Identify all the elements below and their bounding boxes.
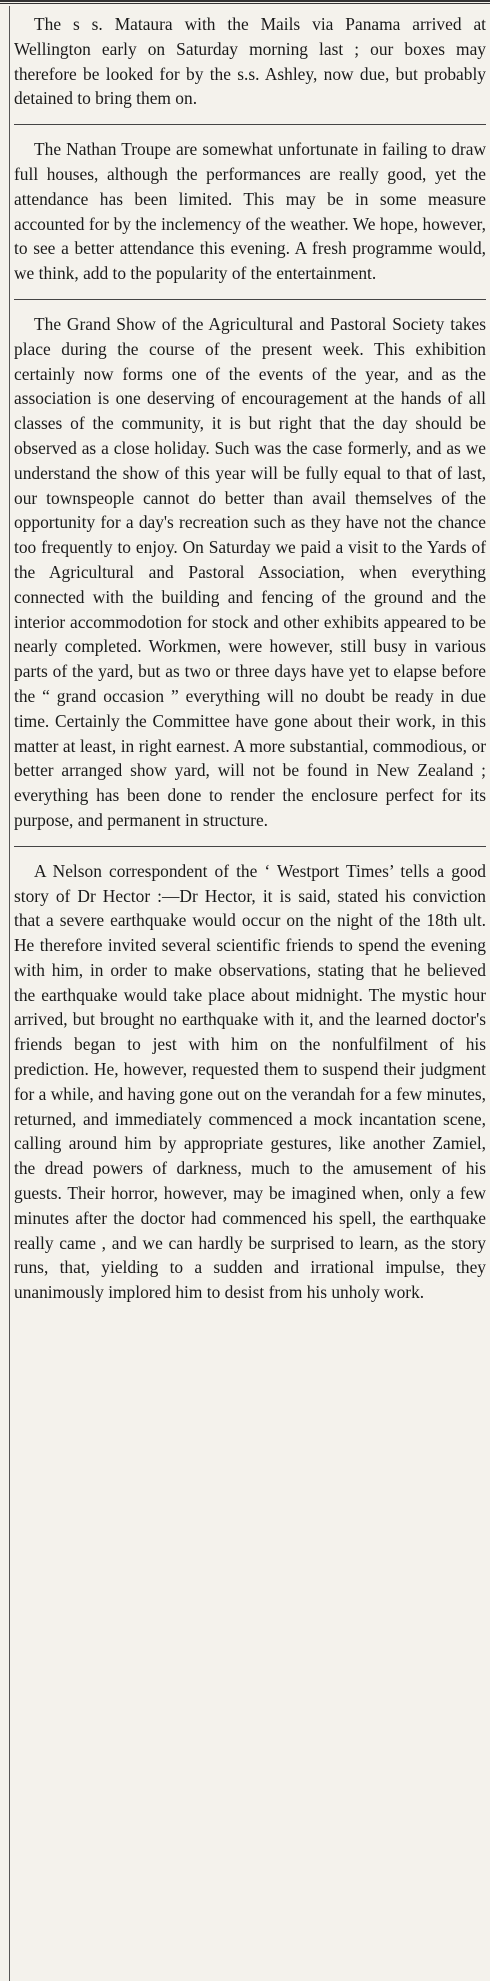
article-mail-arrival [14, 12, 486, 111]
news-column [14, 12, 486, 1305]
article-separator [14, 299, 486, 300]
article-text: The Nathan Troupe are somewhat unfortunate in failing to draw full houses, although the performances are really good, yet the attendance has been limited. This may be in some measure accounted for by the inclemency of the weather. We hope, however, to see a better attendance this evening. A fresh programme would, we think, add to the popularity of the entertainment. [14, 139, 486, 284]
article-nathan-troupe [14, 137, 486, 286]
article-grand-show [14, 312, 486, 833]
article-text: The Grand Show of the Agricultural and Pastoral Society takes place during the course of the present week. This exhibition certainly now forms one of the events of the year, and as the association is one deserving of encouragement at the hands of all classes of the community, it is but right that the day should be observed as a close holiday. Such was the case formerly, and as we understand the show of this year will be fully equal to that of last, our townspeople cannot do better than avail themselves of the opportunity for a day's recreation such as they have not the chance too frequently to enjoy. On Saturday we paid a visit to the Yards of the Agricultural and Pastoral Association, when everything connected with the building and fencing of the ground and the interior accommodotion for stock and other exhibits appeared to be nearly completed. Workmen, were however, still busy in various parts of the yard, but as two or three days have yet to elapse before the “ grand occasion ” everything will no doubt be ready in due time. Certainly the Committee have gone about their work, in this matter at least, in right earnest. A more substantial, commodious, or better arranged show yard, will not be found in New Zealand ; everything has been done to render the enclosure perfect for its purpose, and permanent in structure. [14, 313, 486, 830]
left-column-rule [0, 6, 10, 1981]
article-separator [14, 124, 486, 125]
article-text: A Nelson correspondent of the ‘ Westport Times’ tells a good story of Dr Hector :—Dr Hector, it is said, stated his conviction that a severe earthquake would occur on the night of the 18th ult. He therefore invited several scientific friends to spend the evening with him, in order to make observations, stating that he believed the earthquake would take place about midnight. The mystic hour arrived, but brought no earthquake with it, and the learned doctor's friends began to jest with him on the nonfulfilment of his prediction. He, however, requested them to suspend their judgment for a while, and having gone out on the verandah for a few minutes, returned, and immediately commenced a mock incantation scene, calling around him by appropriate gestures, like another Zamiel, the dread powers of darkness, much to the amusement of his guests. Their horror, however, may be imagined when, only a few minutes after the doctor had commenced his spell, the earthquake really came , and we can hardly be surprised to learn, as the story runs, that, yielding to a sudden and irrational impulse, they unanimously implored him to desist from his unholy work. [14, 860, 486, 1303]
article-separator [14, 846, 486, 847]
article-text: The s s. Mataura with the Mails via Panama arrived at Wellington early on Saturday morning last ; our boxes may therefore be looked for by the s.s. Ashley, now due, but probably detained to bring them on. [14, 14, 486, 109]
top-rule [0, 0, 490, 4]
article-dr-hector [14, 859, 486, 1305]
